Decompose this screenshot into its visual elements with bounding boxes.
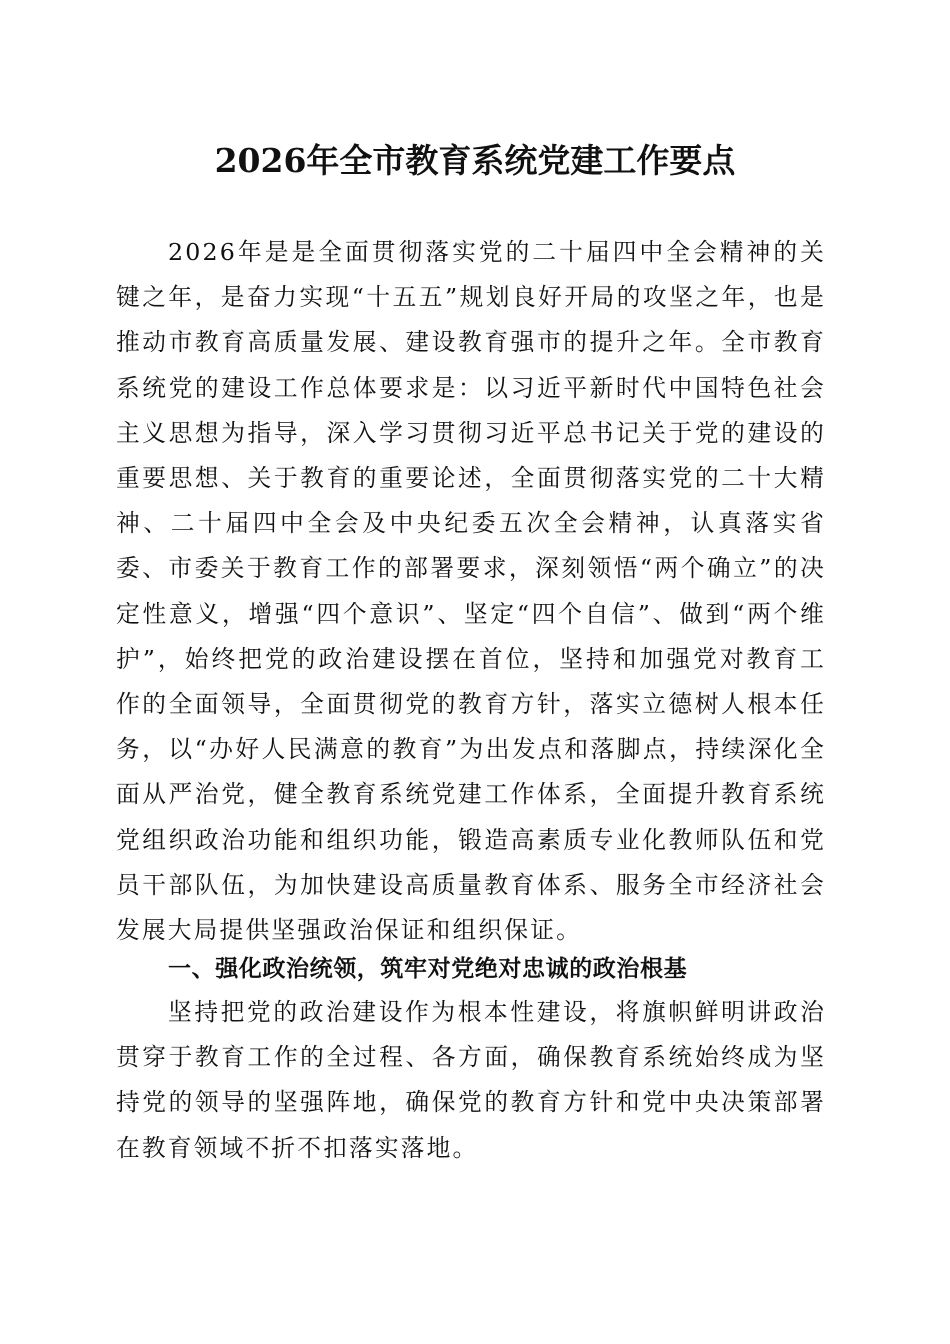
section-heading-1: 一、强化政治统领，筑牢对党绝对忠诚的政治根基 bbox=[168, 956, 688, 982]
section-1-paragraph: 坚持把党的政治建设作为根本性建设，将旗帜鲜明讲政治贯穿于教育工作的全过程、各方面，确保教育系统始终成为坚持党的领导的坚强阵地，确保党的教育方针和党中央决策部署在教育领域不折不扣落实落地。 bbox=[116, 998, 826, 1162]
intro-paragraph: 2026年是是全面贯彻落实党的二十届四中全会精神的关键之年，是奋力实现“十五五”规划良好开局的攻坚之年，也是推动市教育高质量发展、建设教育强市的提升之年。全市教育系统党的建设工作总体要求是：以习近平新时代中国特色社会主义思想为指导，深入学习贯彻习近平总书记关于党的建设的重要思想、关于教育的重要论述，全面贯彻落实党的二十大精神、二十届四中全会及中央纪委五次全会精神，认真落实省委、市委关于教育工作的部署要求，深刻领悟“两个确立”的决定性意义，增强“四个意识”、坚定“四个自信”、做到“两个维护”，始终把党的政治建设摆在首位，坚持和加强党对教育工作的全面领导，全面贯彻党的教育方针，落实立德树人根本任务，以“办好人民满意的教育”为出发点和落脚点，持续深化全面从严治党，健全教育系统党建工作体系，全面提升教育系统党组织政治功能和组织功能，锻造高素质专业化教师队伍和党员干部队伍，为加快建设高质量教育体系、服务全市经济社会发展大局提供坚强政治保证和组织保证。 bbox=[116, 238, 826, 945]
document-title: 2026年全市教育系统党建工作要点 bbox=[214, 141, 736, 180]
